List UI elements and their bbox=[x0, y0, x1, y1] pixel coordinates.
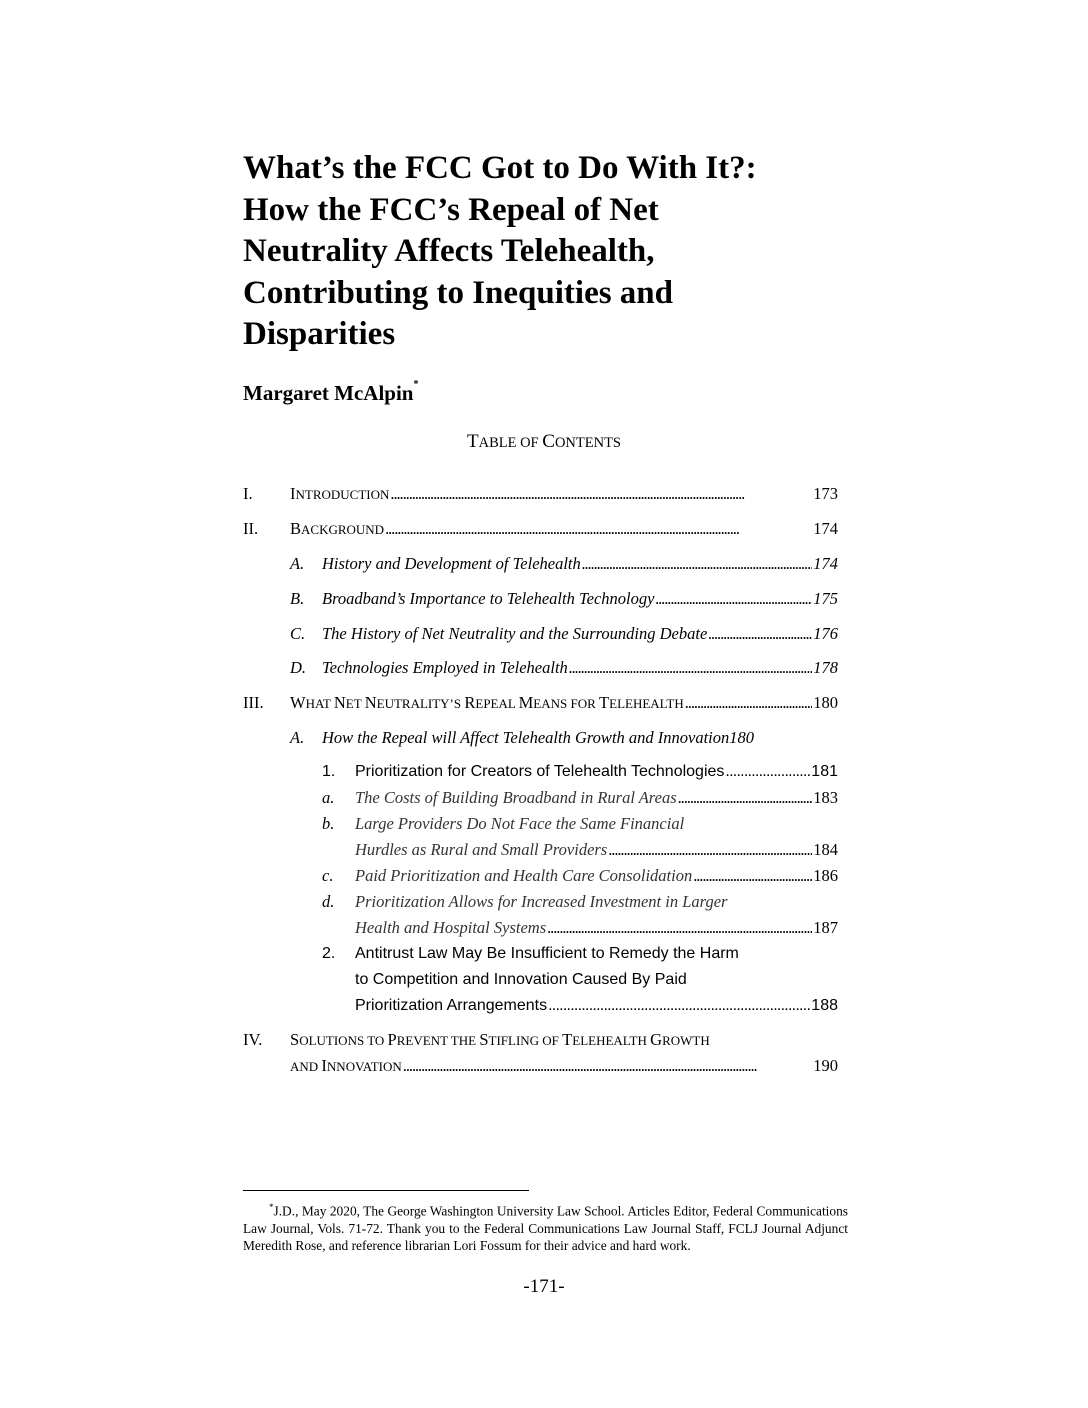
toc-entry-solutions-line1[interactable] bbox=[243, 1028, 838, 1052]
toc-page-number: 186 bbox=[813, 866, 838, 885]
toc-entry-net-neutrality-history[interactable] bbox=[290, 622, 838, 646]
toc-entry-paid-prioritization[interactable] bbox=[322, 864, 838, 888]
toc-entry-antitrust-line1[interactable] bbox=[322, 942, 838, 966]
toc-entry-body bbox=[322, 656, 838, 680]
toc-heading bbox=[0, 431, 1088, 453]
toc-entry-body bbox=[355, 812, 838, 836]
toc-entry-number: II. bbox=[243, 519, 259, 538]
toc-entry-number: D. bbox=[290, 658, 307, 677]
toc-entry-body bbox=[322, 587, 838, 611]
footnote-separator bbox=[243, 1190, 529, 1191]
toc-entry-body bbox=[355, 890, 838, 914]
toc-leader-dots bbox=[693, 864, 812, 888]
toc-entry-body bbox=[355, 916, 838, 940]
toc-entry-number: IV. bbox=[243, 1030, 263, 1049]
toc-leader-dots bbox=[685, 691, 813, 715]
toc-entry-body bbox=[290, 1054, 838, 1079]
toc-page-number: 181 bbox=[811, 763, 838, 780]
toc-entry-antitrust-line3[interactable] bbox=[322, 994, 838, 1018]
toc-entry-increased-investment-line1[interactable] bbox=[322, 890, 838, 914]
toc-entry-number: III. bbox=[243, 693, 264, 712]
toc-entry-number: A. bbox=[290, 728, 305, 747]
toc-page-number: 183 bbox=[813, 788, 838, 807]
toc-page-number: 180 bbox=[813, 693, 838, 712]
toc-leader-dots bbox=[655, 587, 812, 611]
title-line: Contributing to Inequities and bbox=[243, 274, 674, 311]
toc-leader-dots bbox=[403, 1054, 812, 1078]
toc-entry-number: A. bbox=[290, 554, 305, 573]
toc-entry-repeal-means[interactable] bbox=[243, 691, 838, 715]
toc-entry-label: History and Development of Telehealth bbox=[322, 554, 581, 573]
toc-entry-number: d. bbox=[322, 892, 335, 911]
toc-entry-number: c. bbox=[322, 866, 334, 885]
toc-entry-label: Prioritization Arrangements bbox=[355, 997, 548, 1014]
toc-entry-label: Prioritization for Creators of Telehealth Technologies bbox=[355, 763, 725, 780]
toc-page-number: 184 bbox=[813, 840, 838, 859]
toc-entry-introduction[interactable] bbox=[243, 482, 838, 506]
toc-entry-large-providers-line1[interactable] bbox=[322, 812, 838, 836]
toc-page-number: 174 bbox=[813, 519, 838, 538]
toc-page-number: 173 bbox=[813, 484, 838, 503]
toc-heading-cap: C bbox=[542, 431, 555, 452]
toc-entry-history-telehealth[interactable] bbox=[290, 552, 838, 576]
toc-entry-label: SOLUTIONS TO PREVENT THE STIFLING OF TELEHEALTH GROWTH bbox=[290, 1030, 710, 1049]
toc-entry-body bbox=[290, 482, 838, 507]
toc-entry-body bbox=[290, 517, 838, 542]
toc-entry-number: I. bbox=[243, 484, 253, 503]
toc-page-number: 187 bbox=[813, 918, 838, 937]
toc-entry-increased-investment-line2[interactable] bbox=[322, 916, 838, 940]
toc-entry-label: BACKGROUND bbox=[290, 519, 385, 538]
title-line: Neutrality Affects Telehealth, bbox=[243, 233, 655, 269]
toc-entry-label: Paid Prioritization and Health Care Consolidation bbox=[355, 866, 693, 885]
toc-entry-label: Large Providers Do Not Face the Same Financial bbox=[355, 814, 685, 833]
toc-leader-dots bbox=[608, 838, 812, 862]
toc-entry-label: Prioritization Allows for Increased Investment in Larger bbox=[355, 892, 728, 911]
toc-entry-background[interactable] bbox=[243, 517, 838, 541]
toc-entry-prioritization-creators[interactable] bbox=[322, 760, 838, 784]
toc-entry-body bbox=[290, 1028, 838, 1053]
toc-entry-body bbox=[355, 864, 838, 888]
toc-page-number: 174 bbox=[813, 554, 838, 573]
toc-entry-large-providers-line2[interactable] bbox=[322, 838, 838, 862]
toc-entry-body bbox=[290, 691, 838, 716]
toc-page-number: 188 bbox=[811, 997, 838, 1014]
toc-heading-cap: T bbox=[466, 431, 479, 452]
toc-entry-number: C. bbox=[290, 624, 306, 643]
toc-entry-body bbox=[322, 726, 838, 750]
toc-leader-dots bbox=[708, 622, 812, 646]
footnote bbox=[243, 1199, 848, 1255]
author-name bbox=[243, 381, 418, 406]
footnote-mark: * bbox=[269, 1202, 274, 1212]
toc-entry-label: to Competition and Innovation Caused By Paid bbox=[355, 971, 687, 988]
toc-entry-number: 1. bbox=[322, 763, 336, 780]
toc-entry-label: Antitrust Law May Be Insufficient to Remedy the Harm bbox=[355, 945, 739, 962]
toc-entry-costs-broadband[interactable] bbox=[322, 786, 838, 810]
toc-entry-label: Broadband’s Importance to Telehealth Technology bbox=[322, 589, 655, 608]
toc-entry-body bbox=[355, 786, 838, 810]
toc-entry-label: Technologies Employed in Telehealth bbox=[322, 658, 568, 677]
title-line: How the FCC’s Repeal of Net bbox=[243, 191, 659, 228]
toc-entry-label: INTRODUCTION bbox=[290, 484, 390, 503]
toc-entry-label: Health and Hospital Systems bbox=[355, 918, 547, 937]
toc-leader-dots bbox=[390, 482, 812, 506]
toc-entry-number: a. bbox=[322, 788, 335, 807]
toc-page-number: 175 bbox=[813, 589, 838, 608]
article-title bbox=[243, 148, 863, 356]
toc-entry-body bbox=[355, 994, 838, 1018]
toc-entry-number: b. bbox=[322, 814, 335, 833]
toc-leader-dots bbox=[548, 994, 810, 1018]
author-text: Margaret McAlpin bbox=[243, 381, 414, 405]
toc-leader-dots bbox=[547, 916, 812, 940]
toc-entry-body bbox=[322, 622, 838, 646]
toc-entry-label: Hurdles as Rural and Small Providers bbox=[355, 840, 608, 859]
title-line: Disparities bbox=[243, 316, 396, 352]
toc-entry-body bbox=[355, 942, 838, 966]
footnote-text: J.D., May 2020, The George Washington University Law School. Articles Editor, Federal Communications Law Journal, Vols. 71-72. Thank you to the Federal Communications Law Journal Staff, FCLJ Journal Adjunct Meredith Rose, and reference librarian Lori Fossum for their advice and hard work. bbox=[243, 1203, 848, 1254]
toc-entry-body bbox=[322, 552, 838, 576]
toc-entry-body bbox=[355, 968, 838, 992]
toc-heading-rest: ABLE OF bbox=[478, 435, 543, 451]
toc-entry-label: AND INNOVATION bbox=[290, 1056, 402, 1075]
toc-page-number: 190 bbox=[813, 1056, 838, 1075]
author-footnote-mark[interactable]: * bbox=[413, 379, 419, 390]
title-line: What’s the FCC Got to Do With It?: bbox=[243, 150, 757, 186]
toc-entry-repeal-growth[interactable] bbox=[290, 726, 838, 750]
toc-entry-technologies[interactable] bbox=[290, 656, 838, 680]
toc-leader-dots bbox=[678, 786, 813, 810]
toc-entry-solutions-line2[interactable] bbox=[243, 1054, 838, 1078]
toc-leader-dots bbox=[569, 656, 812, 680]
toc-page-number: 180 bbox=[729, 728, 755, 747]
toc-entry-label: The Costs of Building Broadband in Rural Areas bbox=[355, 788, 677, 807]
toc-entry-body bbox=[355, 838, 838, 862]
toc-leader-dots bbox=[582, 552, 812, 576]
toc-leader-dots bbox=[385, 517, 812, 541]
toc-entry-number: 2. bbox=[322, 945, 336, 962]
toc-entry-label: The History of Net Neutrality and the Surrounding Debate bbox=[322, 624, 708, 643]
page-number: -171- bbox=[523, 1276, 565, 1297]
toc-entry-label: WHAT NET NEUTRALITY’S REPEAL MEANS FOR TELEHEALTH bbox=[290, 693, 684, 712]
toc-entry-body bbox=[355, 760, 838, 784]
toc-entry-antitrust-line2[interactable] bbox=[322, 968, 838, 992]
toc-leader-dots bbox=[725, 760, 810, 784]
toc-entry-label: How the Repeal will Affect Telehealth Growth and Innovation bbox=[322, 728, 730, 747]
toc-heading-rest: ONTENTS bbox=[554, 435, 621, 451]
toc-entry-broadband-importance[interactable] bbox=[290, 587, 838, 611]
toc-entry-number: B. bbox=[290, 589, 305, 608]
toc-page-number: 178 bbox=[813, 658, 838, 677]
toc-page-number: 176 bbox=[813, 624, 838, 643]
